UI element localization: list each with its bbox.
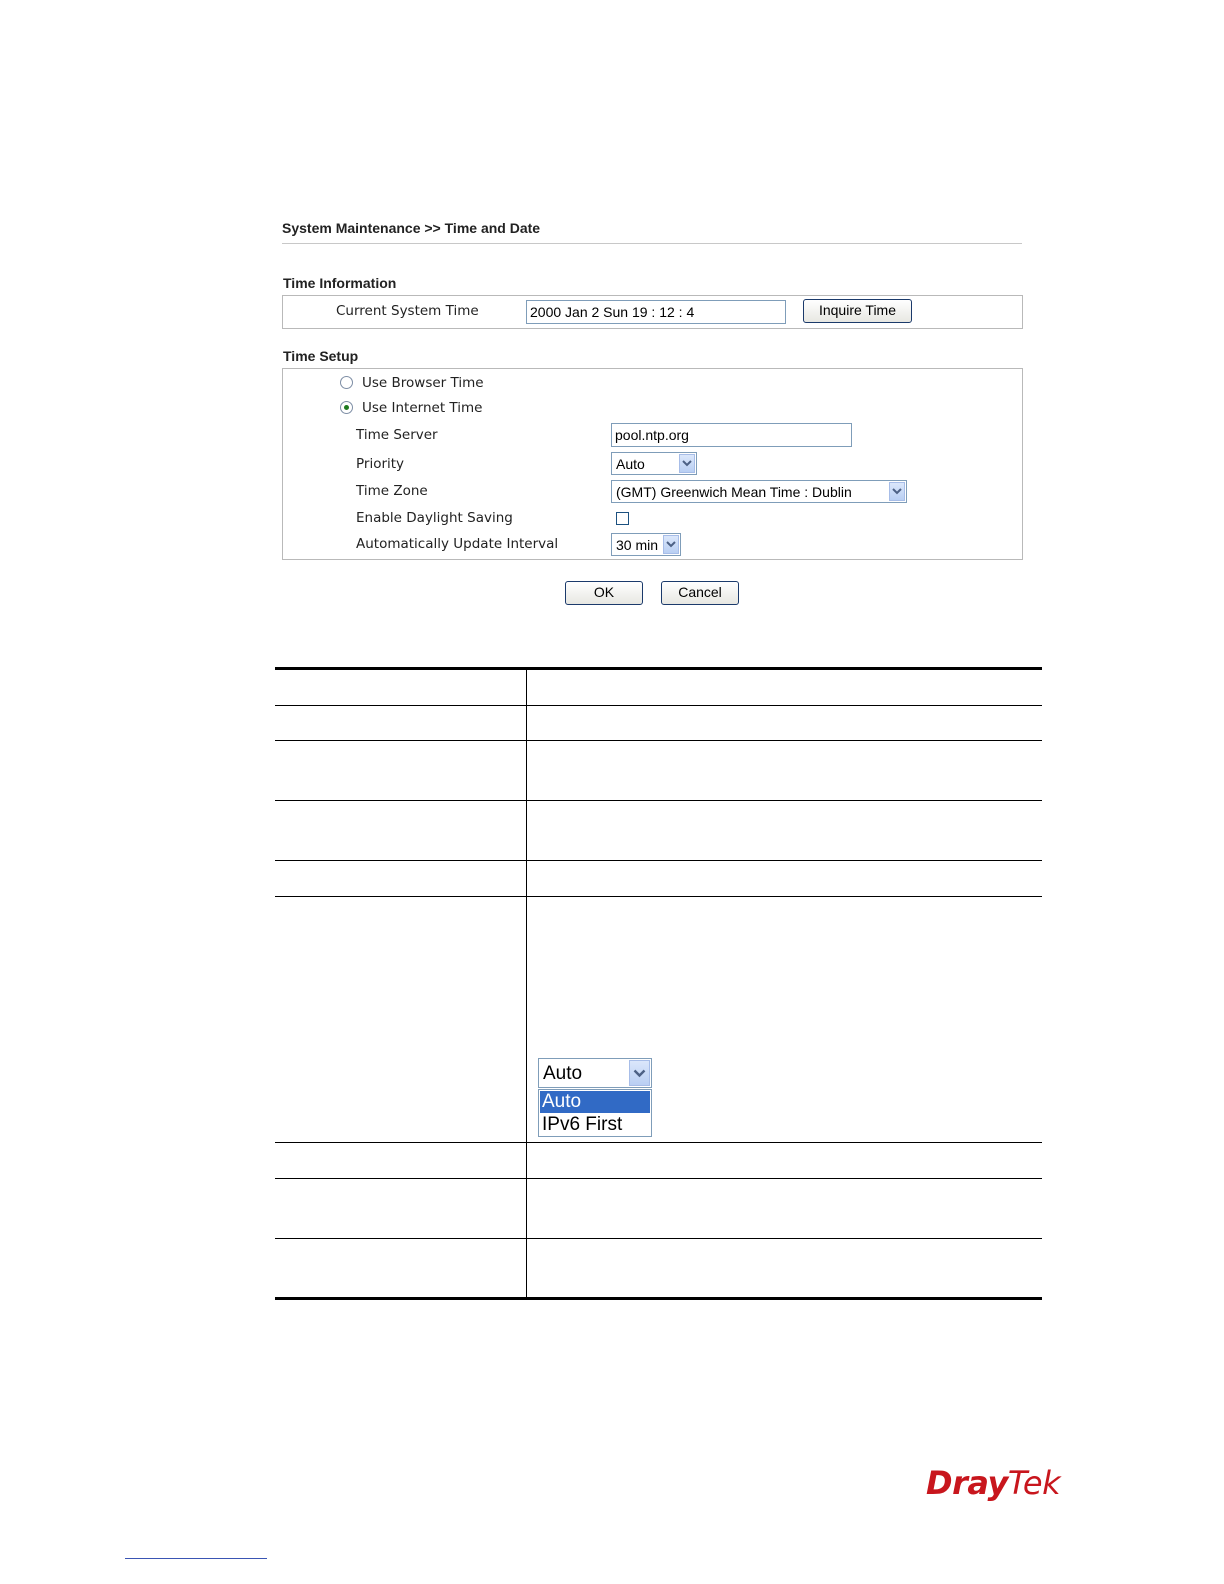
- draytek-logo: [926, 1464, 1060, 1502]
- chevron-down-icon[interactable]: [889, 482, 905, 501]
- chevron-down-icon[interactable]: [663, 535, 679, 554]
- daylight-saving-label: Enable Daylight Saving: [356, 510, 513, 526]
- priority-select-value: Auto: [616, 456, 645, 472]
- cancel-button[interactable]: Cancel: [661, 581, 739, 605]
- update-interval-label: Automatically Update Interval: [356, 536, 559, 552]
- use-browser-time-radio[interactable]: [340, 376, 353, 389]
- ok-button[interactable]: OK: [565, 581, 643, 605]
- time-setup-title: Time Setup: [283, 348, 359, 364]
- time-zone-select-value: (GMT) Greenwich Mean Time : Dublin: [616, 484, 852, 500]
- daylight-saving-checkbox[interactable]: [616, 512, 629, 525]
- update-interval-select-value: 30 min: [616, 537, 659, 553]
- table-row-divider: [275, 705, 1042, 706]
- current-system-time-field[interactable]: 2000 Jan 2 Sun 19 : 12 : 4: [526, 300, 786, 324]
- inquire-time-button[interactable]: Inquire Time: [803, 299, 912, 323]
- table-row-divider: [275, 1238, 1042, 1239]
- time-server-label: Time Server: [356, 427, 438, 443]
- table-row-divider: [275, 860, 1042, 861]
- table-top-border: [275, 667, 1042, 670]
- table-row-divider: [275, 1142, 1042, 1143]
- priority-dropdown-closed[interactable]: [538, 1058, 652, 1088]
- radio-selected-dot: [344, 405, 349, 410]
- priority-option-ipv6-first[interactable]: IPv6 First: [542, 1114, 623, 1135]
- time-server-input[interactable]: pool.ntp.org: [611, 423, 852, 447]
- table-row-divider: [275, 1178, 1042, 1179]
- chevron-down-icon[interactable]: [629, 1060, 650, 1086]
- table-row-divider: [275, 740, 1042, 741]
- update-interval-select[interactable]: [611, 533, 681, 556]
- use-browser-time-label: Use Browser Time: [362, 375, 484, 391]
- time-zone-select[interactable]: [611, 480, 907, 503]
- table-row-divider: [275, 800, 1042, 801]
- priority-option-auto[interactable]: Auto: [540, 1091, 650, 1113]
- use-internet-time-label: Use Internet Time: [362, 400, 483, 416]
- time-information-title: Time Information: [283, 275, 397, 291]
- chevron-down-icon[interactable]: [679, 454, 695, 473]
- priority-label: Priority: [356, 456, 405, 472]
- breadcrumb: System Maintenance >> Time and Date: [282, 220, 541, 236]
- logo-part-dray: Dray: [926, 1464, 1008, 1502]
- table-column-divider: [526, 668, 527, 1299]
- logo-part-tek: Tek: [1007, 1464, 1061, 1502]
- priority-dropdown-list: [538, 1089, 652, 1137]
- table-row-divider: [275, 896, 1042, 897]
- time-zone-label: Time Zone: [356, 483, 428, 499]
- footnote-rule: [125, 1558, 267, 1559]
- header-divider: [282, 243, 1022, 244]
- current-system-time-label: Current System Time: [336, 303, 479, 319]
- table-bottom-border: [275, 1297, 1042, 1300]
- priority-dropdown-value: Auto: [543, 1063, 583, 1084]
- priority-select[interactable]: [611, 452, 697, 475]
- use-internet-time-radio[interactable]: [340, 401, 353, 414]
